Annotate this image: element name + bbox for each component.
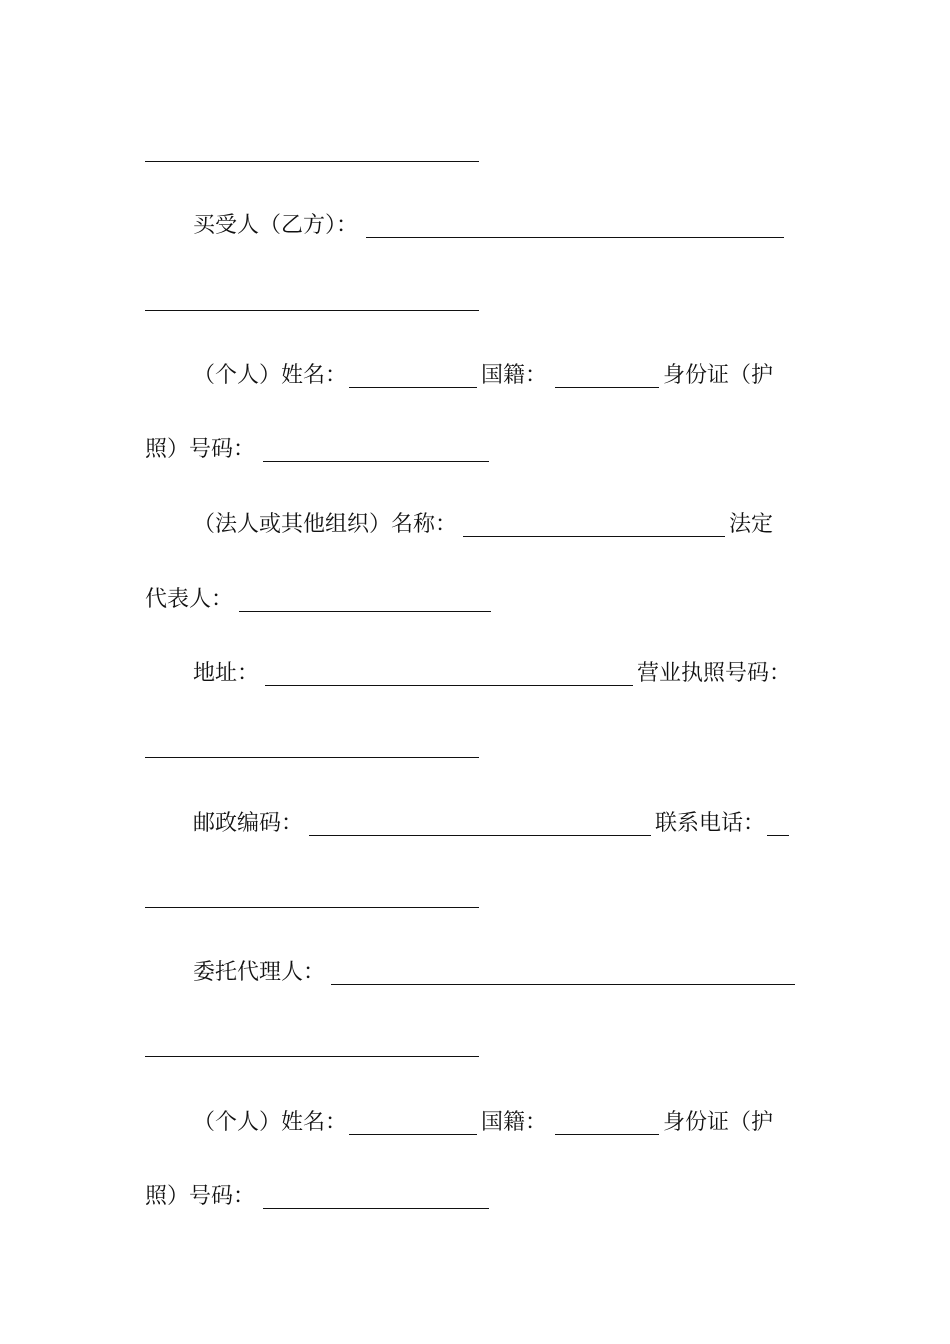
buyer-blank[interactable]: [366, 236, 784, 238]
person1-id-label: 身份证（护: [663, 363, 774, 388]
phone-label: 联系电话：: [655, 811, 766, 836]
person1-line: [193, 358, 773, 394]
org-legal-cont-label: 代表人：: [145, 587, 234, 612]
postal-line: [193, 806, 789, 842]
person1-name-label: （个人）姓名：: [193, 363, 348, 388]
person2-id-blank[interactable]: [263, 1207, 489, 1209]
person2-nationality-blank[interactable]: [555, 1133, 659, 1135]
person1-nationality-label: 国籍：: [481, 363, 548, 388]
blank-line: [145, 907, 479, 908]
org-legal-line: [145, 582, 491, 618]
person2-id-cont-label: 照）号码：: [145, 1184, 256, 1209]
person1-id-blank[interactable]: [263, 460, 489, 462]
person1-id-cont-label: 照）号码：: [145, 437, 256, 462]
phone-blank[interactable]: [767, 834, 789, 836]
license-label: 营业执照号码：: [637, 661, 792, 686]
org-legal-label: 法定: [729, 512, 774, 537]
org-name-blank[interactable]: [463, 535, 725, 537]
address-blank[interactable]: [265, 684, 633, 686]
agent-line: [193, 955, 795, 991]
postal-label: 邮政编码：: [193, 811, 304, 836]
person2-line: [193, 1105, 773, 1141]
person2-id-label: 身份证（护: [663, 1110, 774, 1135]
buyer-line: [193, 208, 784, 244]
blank-line: [145, 310, 479, 311]
agent-label: 委托代理人：: [193, 960, 326, 985]
person2-id-line: [145, 1179, 489, 1215]
buyer-label: 买受人（乙方）：: [193, 213, 359, 238]
address-line: [193, 656, 791, 692]
org-line: [193, 507, 773, 543]
address-label: 地址：: [193, 661, 260, 686]
org-legal-blank[interactable]: [239, 610, 491, 612]
person2-name-label: （个人）姓名：: [193, 1110, 348, 1135]
agent-blank[interactable]: [331, 983, 795, 985]
person2-nationality-label: 国籍：: [481, 1110, 548, 1135]
blank-line: [145, 757, 479, 758]
blank-line: [145, 161, 479, 162]
person1-name-blank[interactable]: [349, 386, 477, 388]
org-name-label: （法人或其他组织）名称：: [193, 512, 458, 537]
postal-blank[interactable]: [309, 834, 651, 836]
person1-nationality-blank[interactable]: [555, 386, 659, 388]
blank-line: [145, 1056, 479, 1057]
person1-id-line: [145, 432, 489, 468]
person2-name-blank[interactable]: [349, 1133, 477, 1135]
